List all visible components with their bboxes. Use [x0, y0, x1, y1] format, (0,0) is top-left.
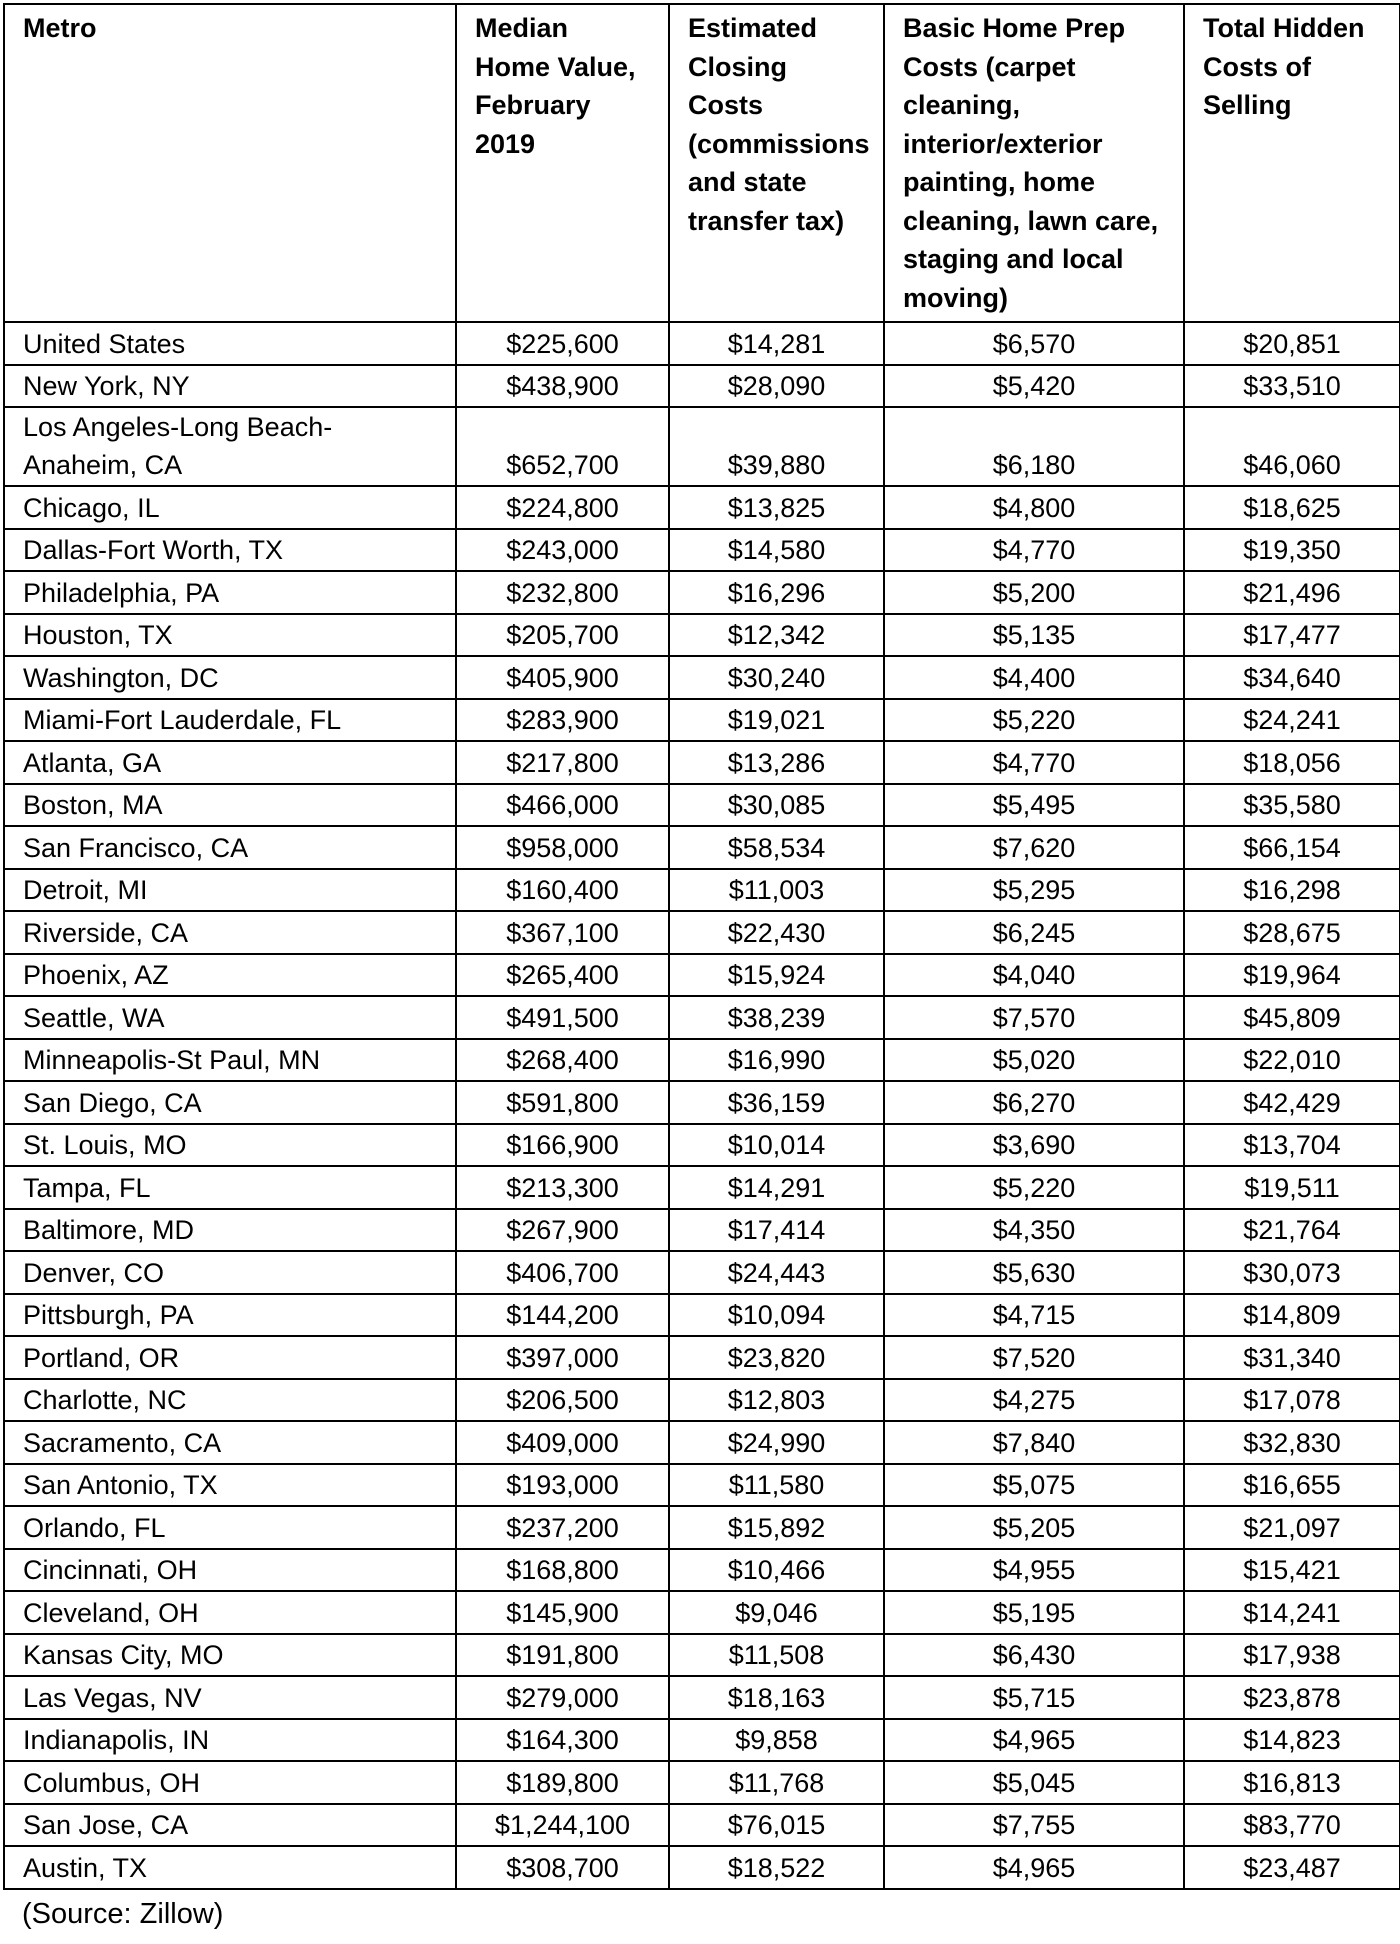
- table-row: [4, 1379, 1400, 1422]
- metro-cell: Columbus, OH: [4, 1761, 456, 1804]
- table-row: [4, 1166, 1400, 1209]
- home-prep-costs-cell: $5,045: [884, 1761, 1184, 1804]
- table-row: [4, 571, 1400, 614]
- metro-cell: Sacramento, CA: [4, 1421, 456, 1464]
- table-row: [4, 1719, 1400, 1762]
- median-home-value-cell: $265,400: [456, 954, 669, 997]
- closing-costs-cell: $17,414: [669, 1209, 884, 1252]
- table-row: [4, 365, 1400, 408]
- metro-cell: Miami-Fort Lauderdale, FL: [4, 699, 456, 742]
- table-row: [4, 1209, 1400, 1252]
- home-prep-costs-cell: $5,020: [884, 1039, 1184, 1082]
- median-home-value-cell: $409,000: [456, 1421, 669, 1464]
- metro-cell: Los Angeles-Long Beach-Anaheim, CA: [4, 407, 456, 486]
- home-prep-costs-cell: $7,520: [884, 1336, 1184, 1379]
- home-prep-costs-cell: $7,620: [884, 826, 1184, 869]
- table-row: [4, 1039, 1400, 1082]
- metro-cell: Atlanta, GA: [4, 741, 456, 784]
- median-home-value-cell: $168,800: [456, 1549, 669, 1592]
- closing-costs-cell: $13,286: [669, 741, 884, 784]
- median-home-value-cell: $206,500: [456, 1379, 669, 1422]
- metro-cell: Denver, CO: [4, 1251, 456, 1294]
- table-row: [4, 1421, 1400, 1464]
- table-row: [4, 1591, 1400, 1634]
- median-home-value-cell: $406,700: [456, 1251, 669, 1294]
- home-prep-costs-cell: $5,630: [884, 1251, 1184, 1294]
- closing-costs-cell: $30,085: [669, 784, 884, 827]
- table-row: [4, 529, 1400, 572]
- total-hidden-costs-cell: $16,655: [1184, 1464, 1400, 1507]
- median-home-value-cell: $438,900: [456, 365, 669, 408]
- source-note: (Source: Zillow): [22, 1898, 224, 1930]
- home-prep-costs-cell: $7,570: [884, 996, 1184, 1039]
- home-prep-costs-cell: $4,800: [884, 486, 1184, 529]
- home-prep-costs-cell: $5,135: [884, 614, 1184, 657]
- closing-costs-cell: $11,508: [669, 1634, 884, 1677]
- home-prep-costs-cell: $5,495: [884, 784, 1184, 827]
- home-prep-costs-cell: $7,840: [884, 1421, 1184, 1464]
- total-hidden-costs-cell: $21,496: [1184, 571, 1400, 614]
- hidden-costs-table-container: [3, 3, 1400, 1890]
- closing-costs-cell: $16,990: [669, 1039, 884, 1082]
- closing-costs-cell: $30,240: [669, 656, 884, 699]
- home-prep-costs-cell: $4,965: [884, 1719, 1184, 1762]
- metro-cell: Houston, TX: [4, 614, 456, 657]
- total-hidden-costs-cell: $19,350: [1184, 529, 1400, 572]
- metro-cell: Riverside, CA: [4, 911, 456, 954]
- table-row: [4, 1124, 1400, 1167]
- closing-costs-cell: $18,522: [669, 1846, 884, 1889]
- total-hidden-costs-cell: $33,510: [1184, 365, 1400, 408]
- closing-costs-cell: $58,534: [669, 826, 884, 869]
- closing-costs-cell: $13,825: [669, 486, 884, 529]
- closing-costs-cell: $10,014: [669, 1124, 884, 1167]
- metro-cell: St. Louis, MO: [4, 1124, 456, 1167]
- median-home-value-cell: $205,700: [456, 614, 669, 657]
- total-hidden-costs-cell: $13,704: [1184, 1124, 1400, 1167]
- table-row: [4, 911, 1400, 954]
- total-hidden-costs-cell: $35,580: [1184, 784, 1400, 827]
- table-row: [4, 1549, 1400, 1592]
- closing-costs-cell: $24,443: [669, 1251, 884, 1294]
- metro-cell: Washington, DC: [4, 656, 456, 699]
- metro-cell: United States: [4, 322, 456, 365]
- total-hidden-costs-cell: $17,078: [1184, 1379, 1400, 1422]
- total-hidden-costs-cell: $15,421: [1184, 1549, 1400, 1592]
- table-row: [4, 1251, 1400, 1294]
- total-hidden-costs-cell: $28,675: [1184, 911, 1400, 954]
- closing-costs-cell: $24,990: [669, 1421, 884, 1464]
- table-row: [4, 1676, 1400, 1719]
- metro-cell: Tampa, FL: [4, 1166, 456, 1209]
- closing-costs-cell: $39,880: [669, 407, 884, 486]
- metro-cell: Minneapolis-St Paul, MN: [4, 1039, 456, 1082]
- home-prep-costs-cell: $5,075: [884, 1464, 1184, 1507]
- home-prep-costs-cell: $5,220: [884, 699, 1184, 742]
- header-total-hidden-costs: Total Hidden Costs of Selling: [1184, 4, 1400, 322]
- home-prep-costs-cell: $4,955: [884, 1549, 1184, 1592]
- closing-costs-cell: $9,858: [669, 1719, 884, 1762]
- total-hidden-costs-cell: $46,060: [1184, 407, 1400, 486]
- closing-costs-cell: $22,430: [669, 911, 884, 954]
- closing-costs-cell: $11,768: [669, 1761, 884, 1804]
- metro-cell: Portland, OR: [4, 1336, 456, 1379]
- home-prep-costs-cell: $4,040: [884, 954, 1184, 997]
- metro-cell: Phoenix, AZ: [4, 954, 456, 997]
- median-home-value-cell: $283,900: [456, 699, 669, 742]
- header-row: [4, 4, 1400, 322]
- home-prep-costs-cell: $4,715: [884, 1294, 1184, 1337]
- home-prep-costs-cell: $4,770: [884, 741, 1184, 784]
- total-hidden-costs-cell: $19,511: [1184, 1166, 1400, 1209]
- metro-cell: Dallas-Fort Worth, TX: [4, 529, 456, 572]
- table-row: [4, 1294, 1400, 1337]
- closing-costs-cell: $38,239: [669, 996, 884, 1039]
- table-row: [4, 741, 1400, 784]
- closing-costs-cell: $15,892: [669, 1506, 884, 1549]
- home-prep-costs-cell: $6,180: [884, 407, 1184, 486]
- median-home-value-cell: $160,400: [456, 869, 669, 912]
- total-hidden-costs-cell: $24,241: [1184, 699, 1400, 742]
- median-home-value-cell: $1,244,100: [456, 1804, 669, 1847]
- home-prep-costs-cell: $4,350: [884, 1209, 1184, 1252]
- median-home-value-cell: $591,800: [456, 1081, 669, 1124]
- table-row: [4, 407, 1400, 486]
- total-hidden-costs-cell: $23,487: [1184, 1846, 1400, 1889]
- closing-costs-cell: $12,342: [669, 614, 884, 657]
- total-hidden-costs-cell: $19,964: [1184, 954, 1400, 997]
- total-hidden-costs-cell: $22,010: [1184, 1039, 1400, 1082]
- total-hidden-costs-cell: $34,640: [1184, 656, 1400, 699]
- median-home-value-cell: $189,800: [456, 1761, 669, 1804]
- home-prep-costs-cell: $5,295: [884, 869, 1184, 912]
- table-row: [4, 699, 1400, 742]
- metro-cell: San Jose, CA: [4, 1804, 456, 1847]
- home-prep-costs-cell: $6,245: [884, 911, 1184, 954]
- home-prep-costs-cell: $4,400: [884, 656, 1184, 699]
- closing-costs-cell: $10,466: [669, 1549, 884, 1592]
- metro-cell: Orlando, FL: [4, 1506, 456, 1549]
- table-header: [4, 4, 1400, 322]
- home-prep-costs-cell: $7,755: [884, 1804, 1184, 1847]
- closing-costs-cell: $14,281: [669, 322, 884, 365]
- metro-cell: Baltimore, MD: [4, 1209, 456, 1252]
- median-home-value-cell: $243,000: [456, 529, 669, 572]
- closing-costs-cell: $9,046: [669, 1591, 884, 1634]
- closing-costs-cell: $11,003: [669, 869, 884, 912]
- metro-cell: Philadelphia, PA: [4, 571, 456, 614]
- closing-costs-cell: $28,090: [669, 365, 884, 408]
- closing-costs-cell: $16,296: [669, 571, 884, 614]
- closing-costs-cell: $19,021: [669, 699, 884, 742]
- closing-costs-cell: $76,015: [669, 1804, 884, 1847]
- metro-cell: Las Vegas, NV: [4, 1676, 456, 1719]
- table-row: [4, 954, 1400, 997]
- total-hidden-costs-cell: $16,298: [1184, 869, 1400, 912]
- home-prep-costs-cell: $3,690: [884, 1124, 1184, 1167]
- table-body: [4, 322, 1400, 1889]
- header-metro: Metro: [4, 4, 456, 322]
- median-home-value-cell: $267,900: [456, 1209, 669, 1252]
- table-row: [4, 1464, 1400, 1507]
- table-row: [4, 996, 1400, 1039]
- median-home-value-cell: $232,800: [456, 571, 669, 614]
- median-home-value-cell: $225,600: [456, 322, 669, 365]
- total-hidden-costs-cell: $83,770: [1184, 1804, 1400, 1847]
- home-prep-costs-cell: $6,570: [884, 322, 1184, 365]
- median-home-value-cell: $224,800: [456, 486, 669, 529]
- table-row: [4, 322, 1400, 365]
- metro-cell: Detroit, MI: [4, 869, 456, 912]
- median-home-value-cell: $652,700: [456, 407, 669, 486]
- median-home-value-cell: $268,400: [456, 1039, 669, 1082]
- total-hidden-costs-cell: $45,809: [1184, 996, 1400, 1039]
- total-hidden-costs-cell: $66,154: [1184, 826, 1400, 869]
- median-home-value-cell: $166,900: [456, 1124, 669, 1167]
- table-row: [4, 1506, 1400, 1549]
- total-hidden-costs-cell: $16,813: [1184, 1761, 1400, 1804]
- median-home-value-cell: $191,800: [456, 1634, 669, 1677]
- table-row: [4, 1761, 1400, 1804]
- total-hidden-costs-cell: $18,056: [1184, 741, 1400, 784]
- table-row: [4, 1336, 1400, 1379]
- total-hidden-costs-cell: $30,073: [1184, 1251, 1400, 1294]
- table-row: [4, 1634, 1400, 1677]
- home-prep-costs-cell: $4,770: [884, 529, 1184, 572]
- metro-cell: New York, NY: [4, 365, 456, 408]
- closing-costs-cell: $15,924: [669, 954, 884, 997]
- metro-cell: Chicago, IL: [4, 486, 456, 529]
- median-home-value-cell: $491,500: [456, 996, 669, 1039]
- metro-cell: Cleveland, OH: [4, 1591, 456, 1634]
- home-prep-costs-cell: $6,430: [884, 1634, 1184, 1677]
- median-home-value-cell: $213,300: [456, 1166, 669, 1209]
- closing-costs-cell: $12,803: [669, 1379, 884, 1422]
- total-hidden-costs-cell: $20,851: [1184, 322, 1400, 365]
- median-home-value-cell: $397,000: [456, 1336, 669, 1379]
- table-row: [4, 1804, 1400, 1847]
- total-hidden-costs-cell: $21,764: [1184, 1209, 1400, 1252]
- total-hidden-costs-cell: $18,625: [1184, 486, 1400, 529]
- total-hidden-costs-cell: $21,097: [1184, 1506, 1400, 1549]
- table-row: [4, 614, 1400, 657]
- median-home-value-cell: $279,000: [456, 1676, 669, 1719]
- header-median-home-value: Median Home Value, February 2019: [456, 4, 669, 322]
- home-prep-costs-cell: $5,220: [884, 1166, 1184, 1209]
- home-prep-costs-cell: $5,195: [884, 1591, 1184, 1634]
- median-home-value-cell: $367,100: [456, 911, 669, 954]
- table-row: [4, 1081, 1400, 1124]
- closing-costs-cell: $18,163: [669, 1676, 884, 1719]
- table-row: [4, 486, 1400, 529]
- median-home-value-cell: $145,900: [456, 1591, 669, 1634]
- metro-cell: Cincinnati, OH: [4, 1549, 456, 1592]
- total-hidden-costs-cell: $23,878: [1184, 1676, 1400, 1719]
- metro-cell: San Francisco, CA: [4, 826, 456, 869]
- metro-cell: Seattle, WA: [4, 996, 456, 1039]
- metro-cell: Charlotte, NC: [4, 1379, 456, 1422]
- table-row: [4, 826, 1400, 869]
- home-prep-costs-cell: $5,715: [884, 1676, 1184, 1719]
- median-home-value-cell: $164,300: [456, 1719, 669, 1762]
- metro-cell: San Antonio, TX: [4, 1464, 456, 1507]
- total-hidden-costs-cell: $14,241: [1184, 1591, 1400, 1634]
- metro-cell: Pittsburgh, PA: [4, 1294, 456, 1337]
- median-home-value-cell: $466,000: [456, 784, 669, 827]
- metro-cell: San Diego, CA: [4, 1081, 456, 1124]
- median-home-value-cell: $193,000: [456, 1464, 669, 1507]
- closing-costs-cell: $36,159: [669, 1081, 884, 1124]
- home-prep-costs-cell: $5,200: [884, 571, 1184, 614]
- home-prep-costs-cell: $4,275: [884, 1379, 1184, 1422]
- home-prep-costs-cell: $4,965: [884, 1846, 1184, 1889]
- total-hidden-costs-cell: $14,809: [1184, 1294, 1400, 1337]
- total-hidden-costs-cell: $42,429: [1184, 1081, 1400, 1124]
- median-home-value-cell: $308,700: [456, 1846, 669, 1889]
- total-hidden-costs-cell: $17,938: [1184, 1634, 1400, 1677]
- closing-costs-cell: $11,580: [669, 1464, 884, 1507]
- header-home-prep-costs: Basic Home Prep Costs (carpet cleaning, interior/exterior painting, home cleaning, lawn care, staging and local moving): [884, 4, 1184, 322]
- metro-cell: Austin, TX: [4, 1846, 456, 1889]
- metro-cell: Indianapolis, IN: [4, 1719, 456, 1762]
- home-prep-costs-cell: $6,270: [884, 1081, 1184, 1124]
- header-closing-costs: Estimated Closing Costs (commissions and state transfer tax): [669, 4, 884, 322]
- metro-cell: Kansas City, MO: [4, 1634, 456, 1677]
- home-prep-costs-cell: $5,420: [884, 365, 1184, 408]
- total-hidden-costs-cell: $17,477: [1184, 614, 1400, 657]
- median-home-value-cell: $237,200: [456, 1506, 669, 1549]
- total-hidden-costs-cell: $14,823: [1184, 1719, 1400, 1762]
- total-hidden-costs-cell: $32,830: [1184, 1421, 1400, 1464]
- median-home-value-cell: $958,000: [456, 826, 669, 869]
- median-home-value-cell: $144,200: [456, 1294, 669, 1337]
- closing-costs-cell: $14,580: [669, 529, 884, 572]
- closing-costs-cell: $23,820: [669, 1336, 884, 1379]
- median-home-value-cell: $217,800: [456, 741, 669, 784]
- table-row: [4, 869, 1400, 912]
- closing-costs-cell: $14,291: [669, 1166, 884, 1209]
- hidden-costs-table: [3, 3, 1400, 1890]
- table-row: [4, 656, 1400, 699]
- median-home-value-cell: $405,900: [456, 656, 669, 699]
- closing-costs-cell: $10,094: [669, 1294, 884, 1337]
- table-row: [4, 784, 1400, 827]
- home-prep-costs-cell: $5,205: [884, 1506, 1184, 1549]
- table-row: [4, 1846, 1400, 1889]
- total-hidden-costs-cell: $31,340: [1184, 1336, 1400, 1379]
- metro-cell: Boston, MA: [4, 784, 456, 827]
